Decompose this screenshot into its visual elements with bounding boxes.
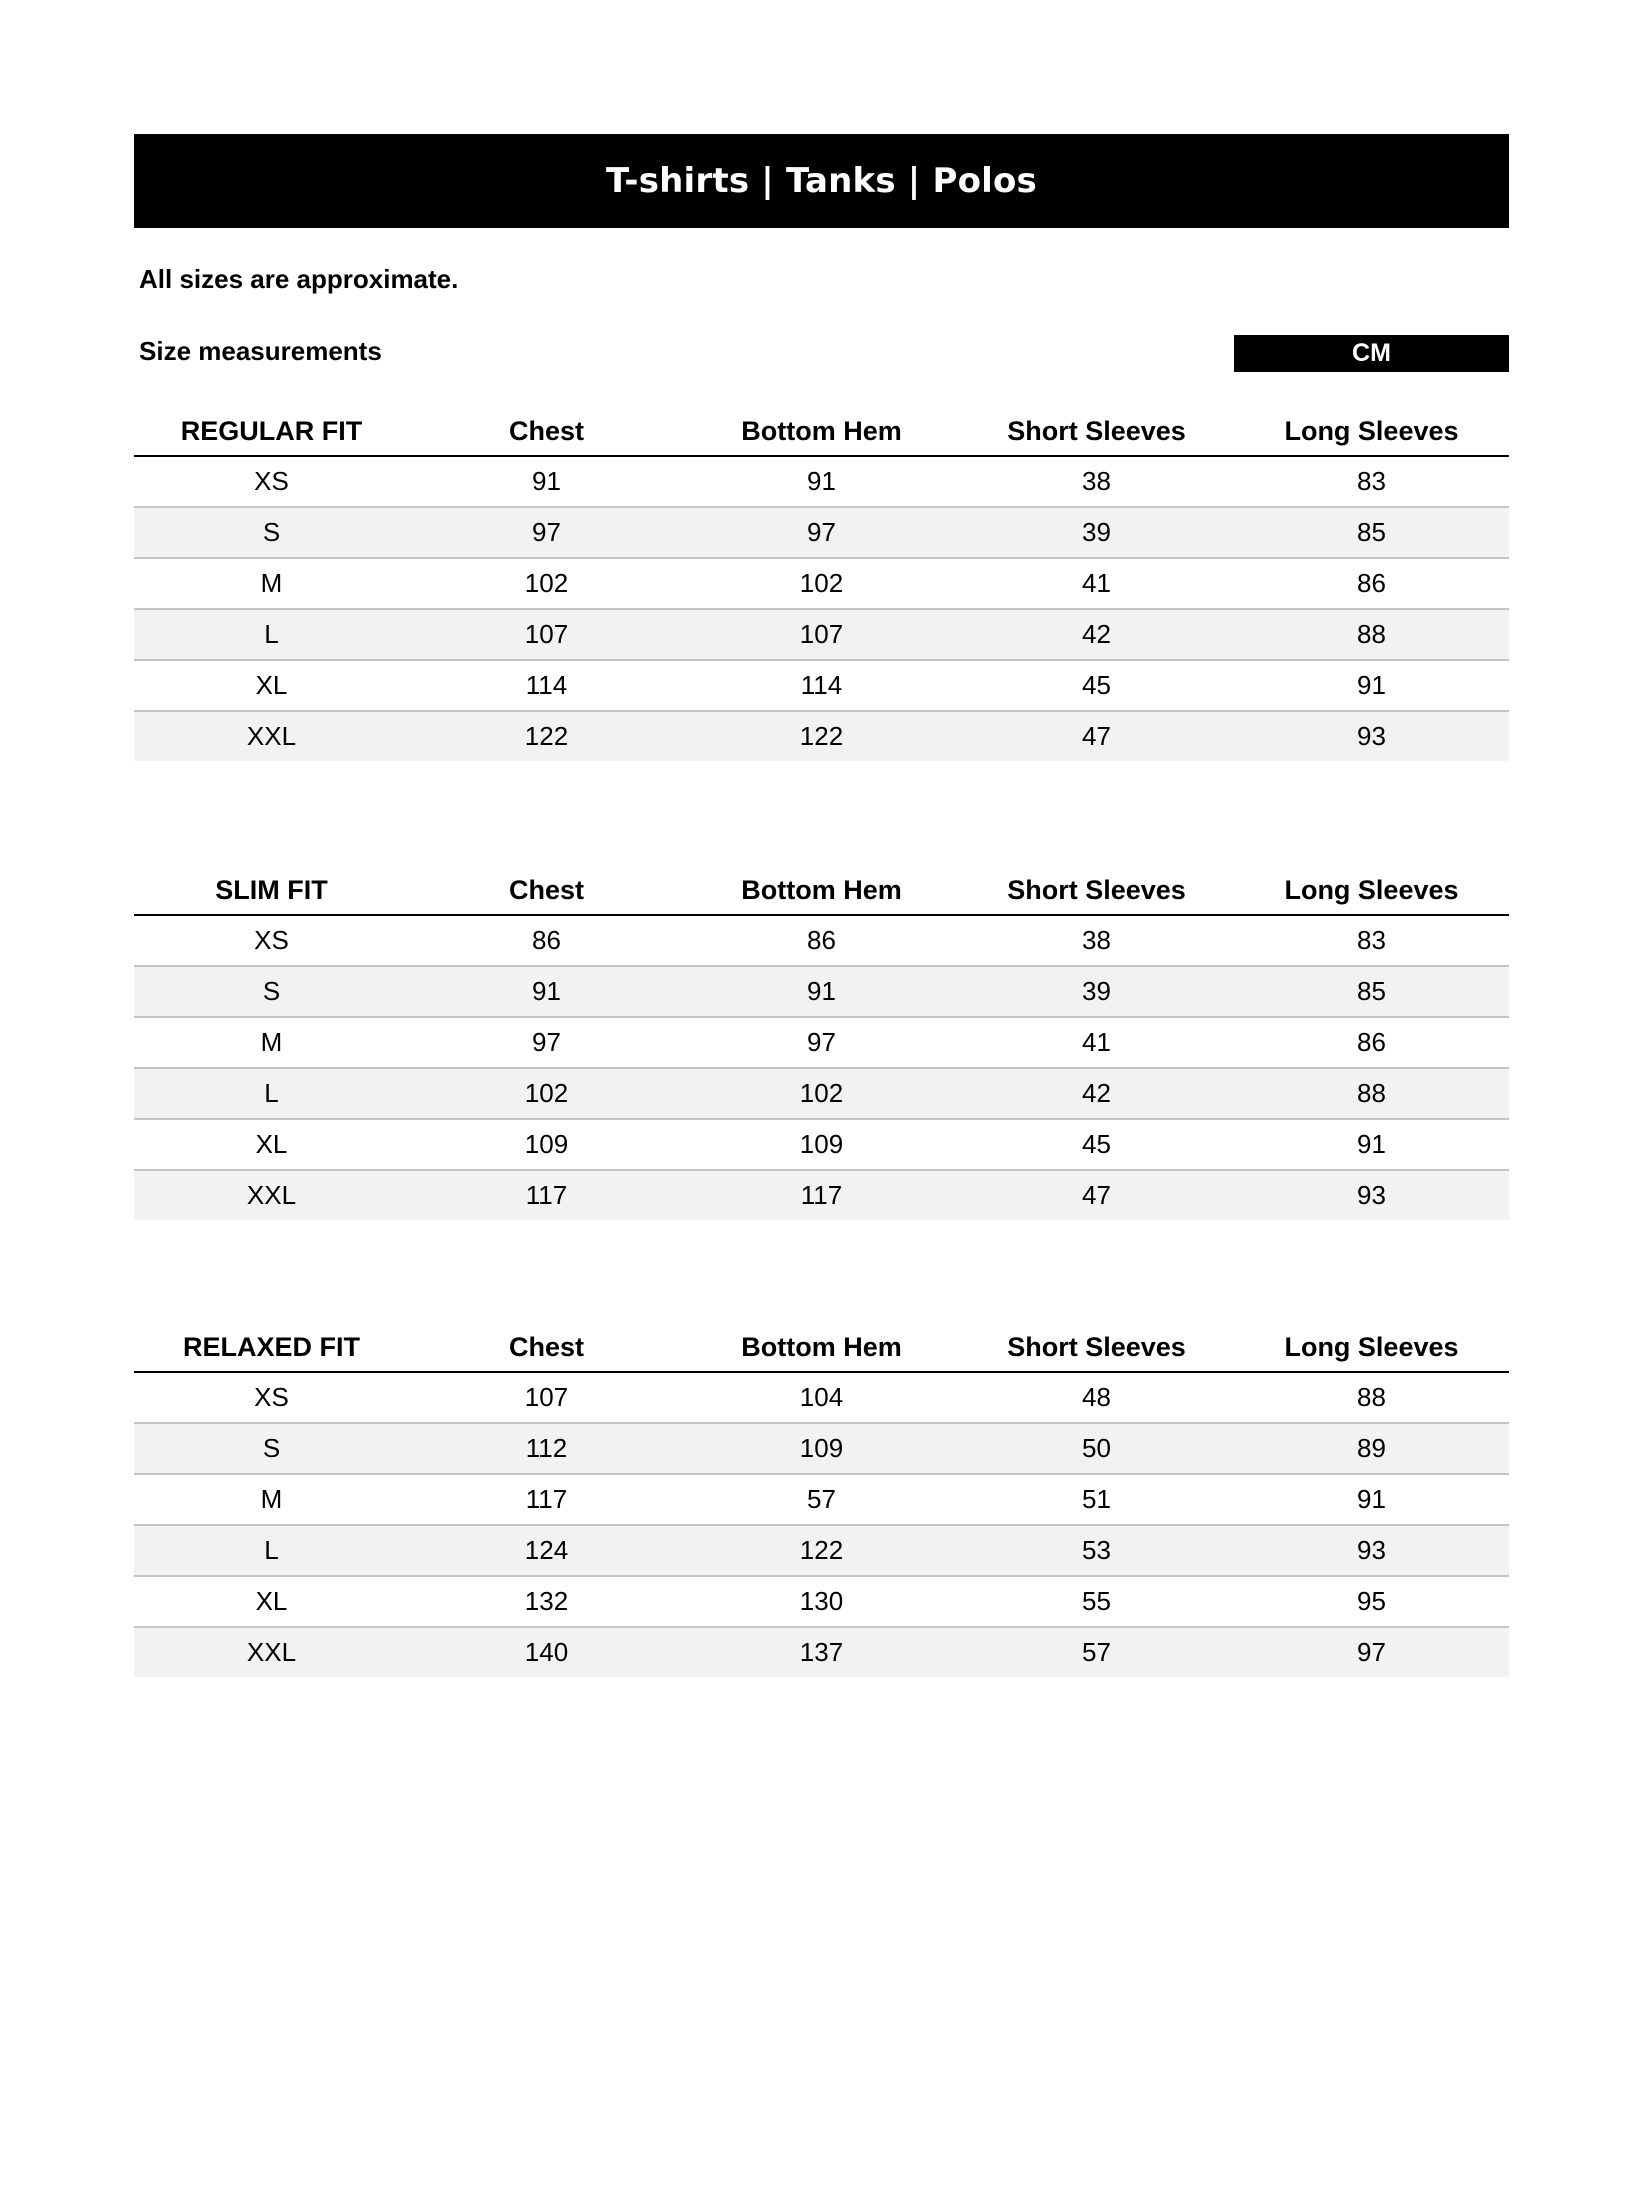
short-sleeves-cell: 47 — [1082, 1180, 1111, 1210]
table-row — [134, 1628, 1509, 1677]
size-cell: XXL — [246, 1180, 297, 1210]
bottom-hem-cell: 122 — [799, 721, 844, 751]
long-sleeves-cell: 95 — [1357, 1586, 1386, 1616]
bottom-hem-cell: 107 — [799, 619, 844, 649]
short-sleeves-cell: 50 — [1082, 1433, 1111, 1463]
size-cell: L — [264, 1078, 279, 1108]
table-row — [134, 559, 1509, 610]
size-cell: L — [264, 1535, 279, 1565]
page-title: T-shirts | Tanks | Polos — [134, 134, 1509, 228]
size-cell: XL — [255, 1586, 288, 1616]
size-cell: XXL — [246, 1637, 297, 1667]
table-row — [134, 712, 1509, 761]
bottom-hem-cell: 130 — [799, 1586, 844, 1616]
chest-cell: 107 — [524, 619, 569, 649]
short-sleeves-cell: 57 — [1082, 1637, 1111, 1667]
bottom-hem-cell: 97 — [807, 517, 836, 547]
long-sleeves-cell: 93 — [1357, 721, 1386, 751]
short-sleeves-cell: 45 — [1082, 670, 1111, 700]
bottom-hem-cell: 86 — [807, 925, 836, 955]
col-chest: Chest — [508, 1332, 584, 1362]
bottom-hem-cell: 102 — [799, 568, 844, 598]
fit-name: REGULAR FIT — [180, 416, 363, 446]
col-chest: Chest — [508, 416, 584, 446]
long-sleeves-cell: 88 — [1357, 619, 1386, 649]
long-sleeves-cell: 91 — [1357, 1484, 1386, 1514]
short-sleeves-cell: 55 — [1082, 1586, 1111, 1616]
size-cell: M — [260, 568, 283, 598]
size-cell: L — [264, 619, 279, 649]
long-sleeves-cell: 83 — [1357, 925, 1386, 955]
table-row — [134, 610, 1509, 661]
table-header — [134, 866, 1509, 916]
table-row — [134, 661, 1509, 712]
long-sleeves-cell: 86 — [1357, 1027, 1386, 1057]
bottom-hem-cell: 91 — [807, 466, 836, 496]
bottom-hem-cell: 102 — [799, 1078, 844, 1108]
col-bottom-hem: Bottom Hem — [741, 416, 902, 446]
table-row — [134, 916, 1509, 967]
size-cell: M — [260, 1027, 283, 1057]
chest-cell: 132 — [524, 1586, 569, 1616]
table-row — [134, 1171, 1509, 1220]
chest-cell: 97 — [532, 517, 561, 547]
size-cell: XL — [255, 670, 288, 700]
size-cell: XXL — [246, 721, 297, 751]
long-sleeves-cell: 93 — [1357, 1535, 1386, 1565]
bottom-hem-cell: 114 — [800, 670, 843, 700]
short-sleeves-cell: 38 — [1082, 925, 1111, 955]
col-long-sleeves: Long Sleeves — [1284, 416, 1459, 446]
chest-cell: 117 — [525, 1180, 568, 1210]
bottom-hem-cell: 97 — [807, 1027, 836, 1057]
table-row — [134, 1475, 1509, 1526]
bottom-hem-cell: 109 — [799, 1129, 844, 1159]
chest-cell: 140 — [524, 1637, 569, 1667]
short-sleeves-cell: 39 — [1082, 517, 1111, 547]
table-row — [134, 1526, 1509, 1577]
chest-cell: 109 — [524, 1129, 569, 1159]
long-sleeves-cell: 85 — [1357, 976, 1386, 1006]
table-row — [134, 1069, 1509, 1120]
size-cell: XL — [255, 1129, 288, 1159]
table-header — [134, 407, 1509, 457]
slim-fit-table — [134, 866, 1509, 1220]
chest-cell: 91 — [532, 976, 561, 1006]
chest-cell: 86 — [532, 925, 561, 955]
short-sleeves-cell: 48 — [1082, 1382, 1111, 1412]
table-row — [134, 967, 1509, 1018]
bottom-hem-cell: 122 — [799, 1535, 844, 1565]
chest-cell: 102 — [524, 568, 569, 598]
chest-cell: 122 — [524, 721, 569, 751]
size-cell: S — [262, 517, 281, 547]
chest-cell: 91 — [532, 466, 561, 496]
size-measurements-label: Size measurements — [139, 336, 382, 366]
table-row — [134, 1373, 1509, 1424]
size-cell: S — [262, 976, 281, 1006]
short-sleeves-cell: 47 — [1082, 721, 1111, 751]
chest-cell: 124 — [524, 1535, 569, 1565]
size-cell: XS — [254, 466, 289, 496]
size-cell: XS — [254, 925, 289, 955]
short-sleeves-cell: 45 — [1082, 1129, 1111, 1159]
short-sleeves-cell: 51 — [1082, 1484, 1111, 1514]
table-row — [134, 457, 1509, 508]
bottom-hem-cell: 57 — [807, 1484, 836, 1514]
bottom-hem-cell: 91 — [807, 976, 836, 1006]
short-sleeves-cell: 53 — [1082, 1535, 1111, 1565]
long-sleeves-cell: 86 — [1357, 568, 1386, 598]
bottom-hem-cell: 104 — [799, 1382, 844, 1412]
size-cell: S — [262, 1433, 281, 1463]
long-sleeves-cell: 88 — [1357, 1382, 1386, 1412]
table-row — [134, 1120, 1509, 1171]
chest-cell: 107 — [524, 1382, 569, 1412]
size-cell: M — [260, 1484, 283, 1514]
size-cell: XS — [254, 1382, 289, 1412]
table-row — [134, 1424, 1509, 1475]
table-header — [134, 1323, 1509, 1373]
unit-badge: CM — [1234, 335, 1509, 372]
short-sleeves-cell: 41 — [1082, 568, 1111, 598]
col-long-sleeves: Long Sleeves — [1284, 1332, 1459, 1362]
approximate-note: All sizes are approximate. — [139, 264, 459, 294]
chest-cell: 97 — [532, 1027, 561, 1057]
long-sleeves-cell: 97 — [1357, 1637, 1386, 1667]
col-bottom-hem: Bottom Hem — [741, 875, 902, 905]
table-row — [134, 1018, 1509, 1069]
bottom-hem-cell: 137 — [799, 1637, 844, 1667]
short-sleeves-cell: 38 — [1082, 466, 1111, 496]
short-sleeves-cell: 42 — [1082, 619, 1111, 649]
col-short-sleeves: Short Sleeves — [1007, 416, 1186, 446]
table-row — [134, 508, 1509, 559]
bottom-hem-cell: 117 — [800, 1180, 843, 1210]
chest-cell: 112 — [525, 1433, 568, 1463]
bottom-hem-cell: 109 — [799, 1433, 844, 1463]
table-row — [134, 1577, 1509, 1628]
col-chest: Chest — [508, 875, 584, 905]
long-sleeves-cell: 91 — [1357, 1129, 1386, 1159]
fit-name: RELAXED FIT — [182, 1332, 360, 1362]
long-sleeves-cell: 91 — [1357, 670, 1386, 700]
col-short-sleeves: Short Sleeves — [1007, 1332, 1186, 1362]
long-sleeves-cell: 85 — [1357, 517, 1386, 547]
col-short-sleeves: Short Sleeves — [1007, 875, 1186, 905]
col-bottom-hem: Bottom Hem — [741, 1332, 902, 1362]
chest-cell: 117 — [525, 1484, 568, 1514]
long-sleeves-cell: 88 — [1357, 1078, 1386, 1108]
chest-cell: 114 — [525, 670, 568, 700]
fit-name: SLIM FIT — [215, 875, 328, 905]
chest-cell: 102 — [524, 1078, 569, 1108]
long-sleeves-cell: 89 — [1357, 1433, 1386, 1463]
short-sleeves-cell: 41 — [1082, 1027, 1111, 1057]
relaxed-fit-table — [134, 1323, 1509, 1677]
long-sleeves-cell: 83 — [1357, 466, 1386, 496]
regular-fit-table — [134, 407, 1509, 761]
col-long-sleeves: Long Sleeves — [1284, 875, 1459, 905]
long-sleeves-cell: 93 — [1357, 1180, 1386, 1210]
short-sleeves-cell: 39 — [1082, 976, 1111, 1006]
short-sleeves-cell: 42 — [1082, 1078, 1111, 1108]
